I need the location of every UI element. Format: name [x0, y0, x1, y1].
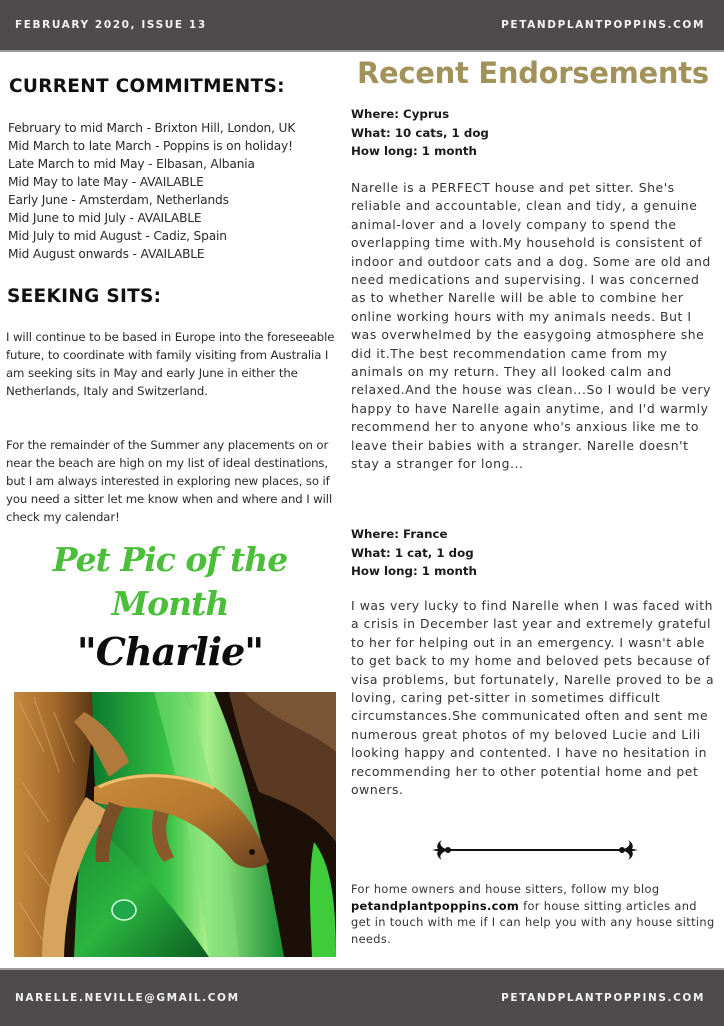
footer-bar	[0, 968, 724, 1026]
commitment-item: Early June - Amsterdam, Netherlands	[8, 193, 229, 207]
endorsement-how-long: How long: 1 month	[351, 144, 477, 158]
blog-link[interactable]: petandplantpoppins.com	[351, 898, 520, 913]
commitments-heading: CURRENT COMMITMENTS:	[9, 76, 285, 97]
commitment-item: Mid March to late March - Poppins is on holiday!	[8, 139, 293, 153]
ornamental-divider	[432, 838, 638, 862]
pet-pic-title: Pet Pic of the Month	[52, 540, 288, 623]
endorsement-1-meta	[351, 105, 711, 161]
endorsement-what: What: 1 cat, 1 dog	[351, 545, 474, 560]
gecko-photo-illustration	[14, 692, 336, 957]
commitment-item: Mid June to mid July - AVAILABLE	[8, 211, 202, 225]
endorsement-how-long: How long: 1 month	[351, 564, 477, 578]
commitment-item: Late March to mid May - Elbasan, Albania	[8, 157, 255, 171]
fleur-right-icon	[619, 840, 638, 860]
seeking-paragraph: I will continue to be based in Europe into the foreseeable future, to coordinate with family visiting from Australia I am seeking sits in May and early June in either the Netherlands, Italy and Switzerland.	[6, 330, 335, 398]
header-bar	[0, 0, 724, 52]
commitments-list	[8, 119, 338, 263]
blog-note-text: For home owners and house sitters, follow my blog	[351, 882, 660, 896]
header-website-link[interactable]: PETANDPLANTPOPPINS.COM	[501, 19, 705, 31]
fleur-left-icon	[432, 840, 451, 860]
endorsement-2-meta	[351, 525, 711, 581]
commitment-item: February to mid March - Brixton Hill, London, UK	[8, 121, 296, 135]
endorsement-what: What: 10 cats, 1 dog	[351, 125, 489, 140]
blog-note-text: for house sitting articles and get in touch with me if I can help you with any house sitting needs.	[351, 898, 715, 946]
commitment-item: Mid August onwards - AVAILABLE	[8, 247, 205, 261]
endorsements-heading: Recent Endorsements	[357, 56, 709, 90]
endorsement-where: Where: France	[351, 527, 448, 541]
blog-note	[351, 881, 719, 947]
pet-name: "Charlie"	[76, 629, 264, 674]
endorsement-1-text: Narelle is a PERFECT house and pet sitter. She's reliable and accountable, clean and tidy, a genuine animal-lover and a lovely company to spend the overlapping time with.My household is consistent of indoor and outdoor cats and a dog. Some are old and need medications and supervising. I was concerned as to whether Narelle will be able to combine her online working hours with my animals needs. But I was overwhelmed by the easygoing atmosphere she did it.The best recommendation came from my animals on my return. They all looked calm and relaxed.And the house was clean...So I would be very happy to have Narelle again anytime, and I'd warmly recommend her to anyone who's anxious like me to leave their babies with a stranger. Narelle doesn't stay a stranger for long...	[351, 180, 712, 472]
email-link[interactable]: NARELLE.NEVILLE@GMAIL.COM	[15, 992, 240, 1004]
commitment-item: Mid July to mid August - Cadiz, Spain	[8, 229, 227, 243]
endorsement-2-text: I was very lucky to find Narelle when I was faced with a crisis in December last year and extremely grateful to her for helping out in an emergency. I wasn't able to get back to my home and beloved pets because of visa problems, but fortunately, Narelle proved to be a loving, caring pet-sitter in sometimes difficult circumstances.She communicated often and sent me numerous great photos of my beloved Lucie and Lili looking happy and contented. I have no hesitation in recommending her to other potential home and pet owners.	[351, 598, 715, 798]
pet-photo	[14, 692, 336, 957]
issue-label: FEBRUARY 2020, ISSUE 13	[15, 19, 207, 31]
seeking-sits-heading: SEEKING SITS:	[7, 286, 162, 307]
endorsement-where: Where: Cyprus	[351, 107, 450, 121]
seeking-paragraph: For the remainder of the Summer any placements on or near the beach are high on my list of ideal destinations, but I am always interested in exploring new places, so if you need a sitter let me know when and where and I will check my calendar!	[6, 438, 333, 524]
commitment-item: Mid May to late May - AVAILABLE	[8, 175, 204, 189]
footer-website-link[interactable]: PETANDPLANTPOPPINS.COM	[501, 992, 705, 1004]
